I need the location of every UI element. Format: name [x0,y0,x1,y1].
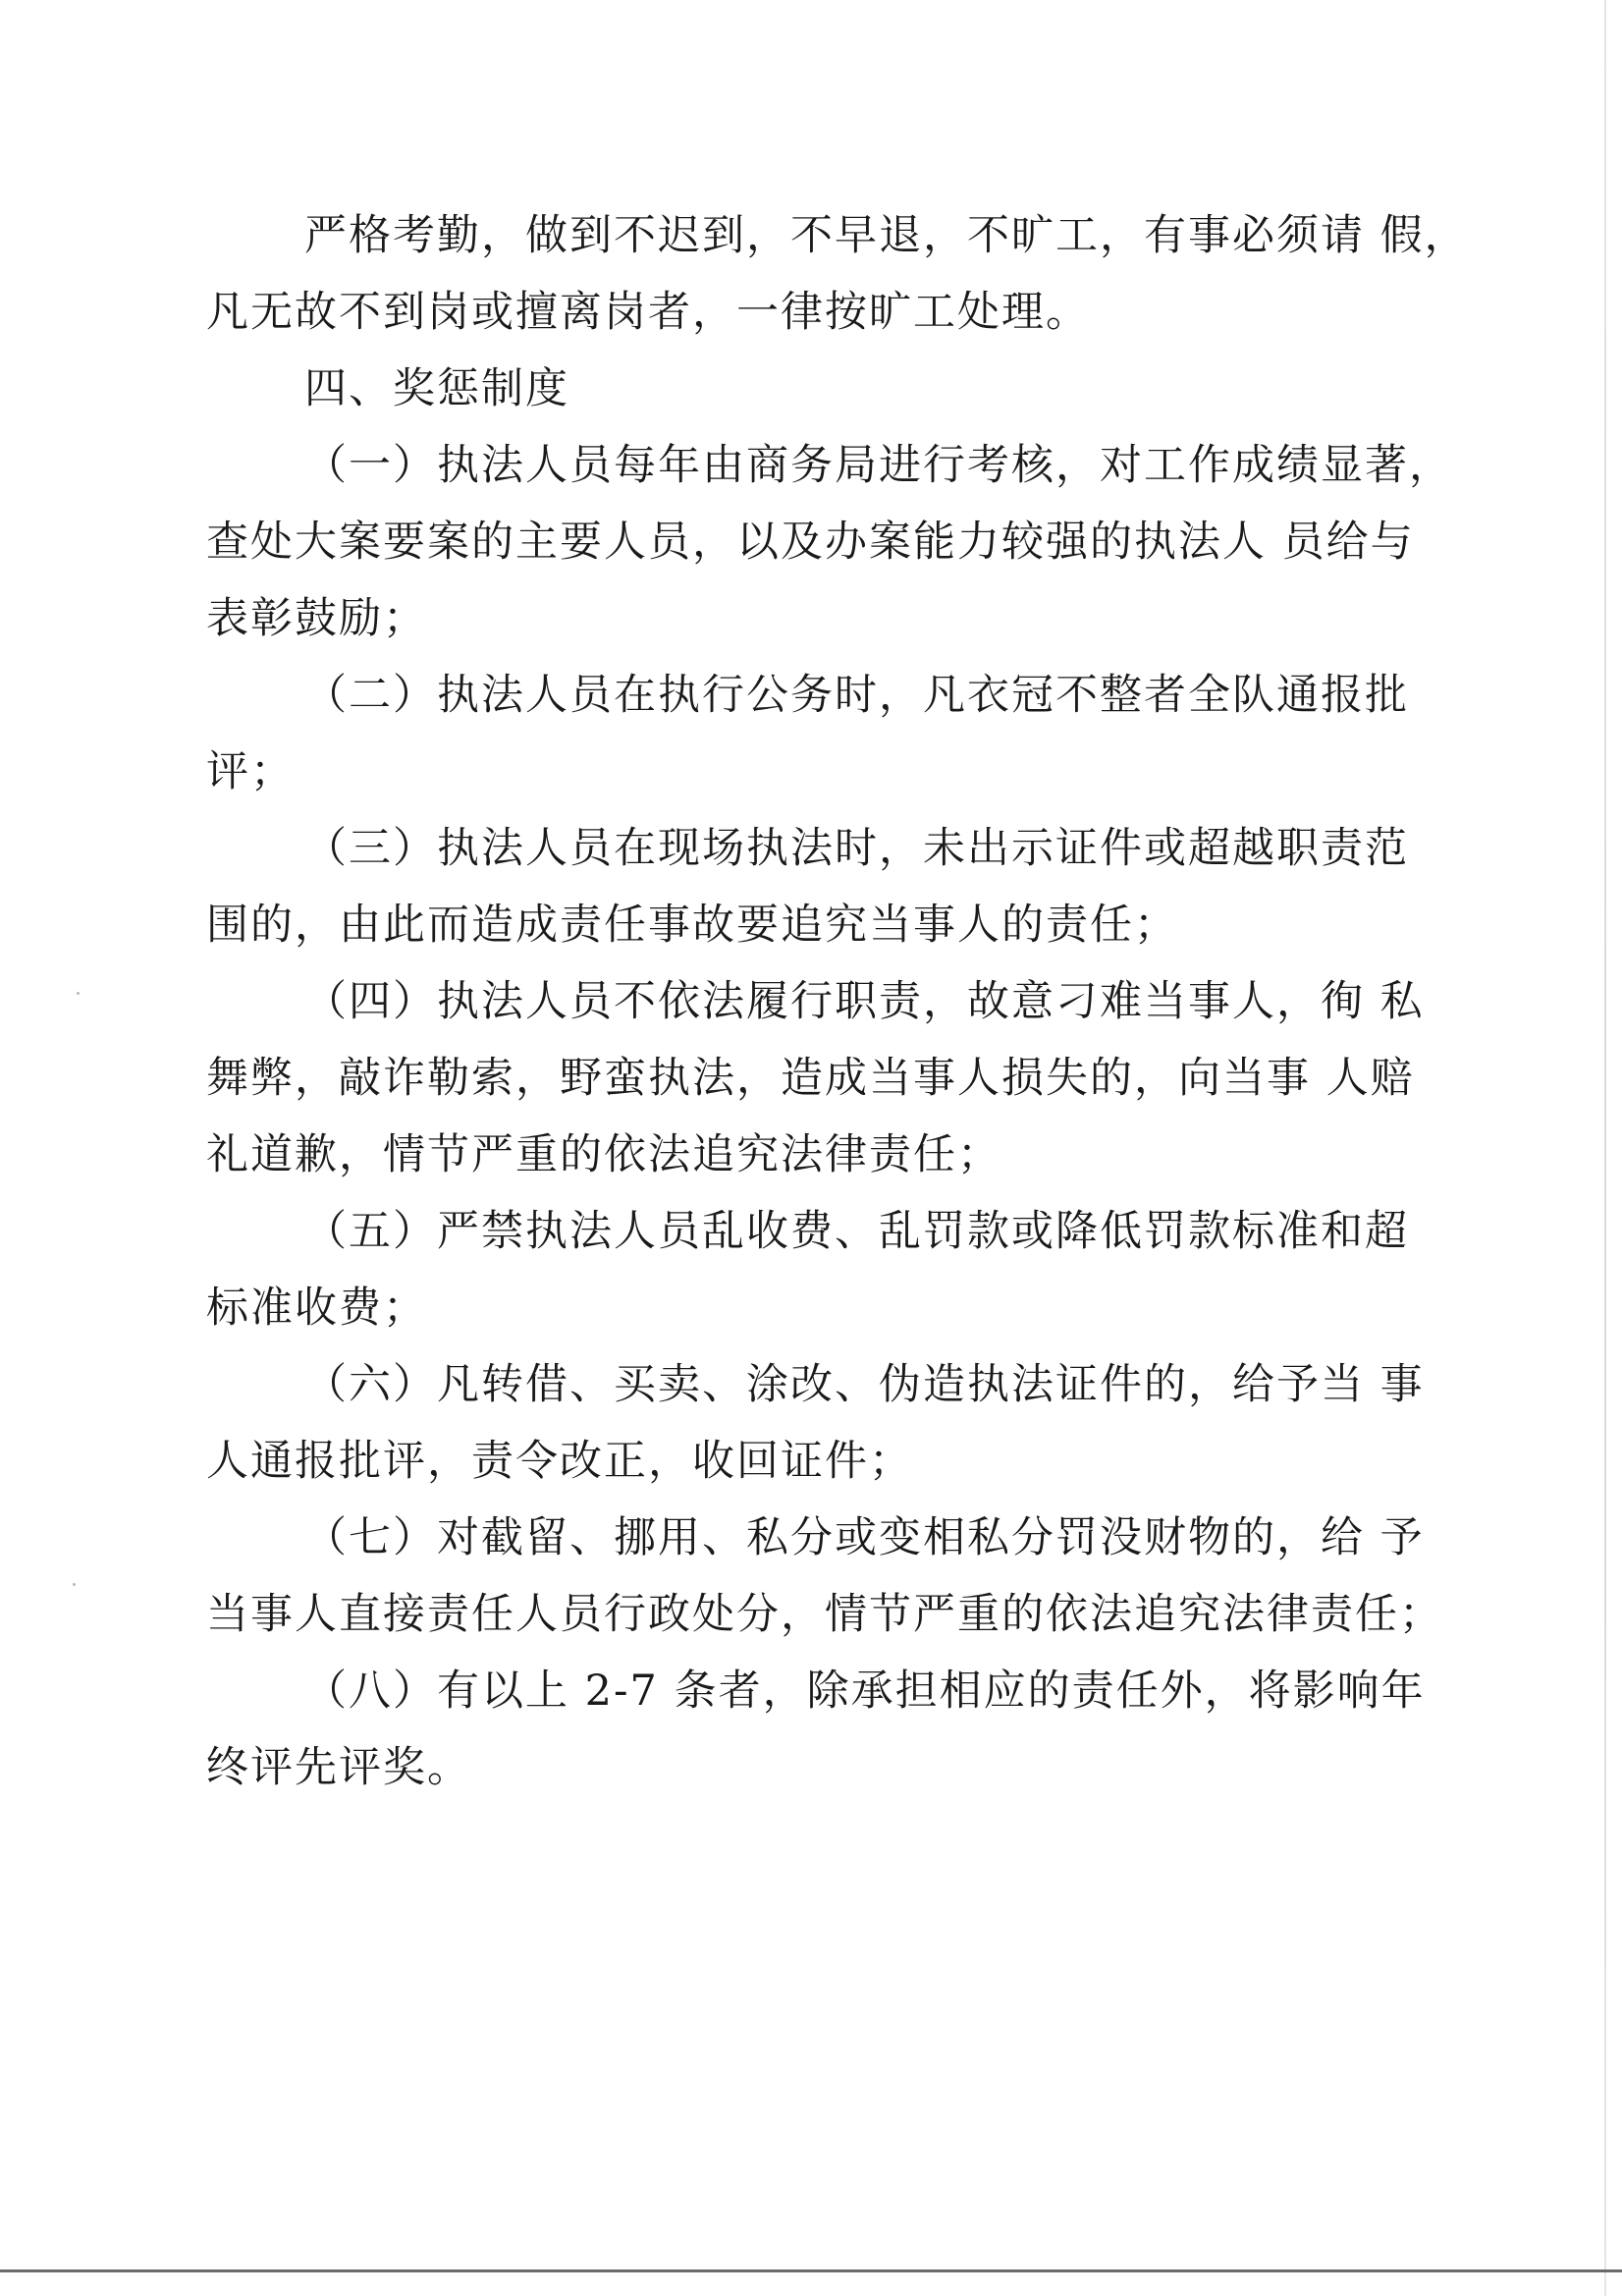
text-line: （六）凡转借、买卖、涂改、伪造执法证件的，给予当 事 [304,1360,1425,1409]
text-line: 围的，由此而造成责任事故要追究当事人的责任； [206,901,1178,950]
text-line: 表彰鼓励； [206,594,427,643]
text-line: 舞弊，敲诈勒索，野蛮执法，造成当事人损失的，向当事 人赔 [206,1054,1415,1103]
section-heading: 四、奖惩制度 [304,364,569,413]
text-line: （七）对截留、挪用、私分或变相私分罚没财物的，给 予 [304,1513,1425,1562]
scan-edge-bottom [0,2269,1622,2272]
text-line: （三）执法人员在现场执法时，未出示证件或超越职责范 [304,824,1409,873]
text-line: 评； [206,747,295,796]
text-line: 严格考勤，做到不迟到，不早退，不旷工，有事必须请 假， [304,211,1469,260]
text-line: 查处大案要案的主要人员，以及办案能力较强的执法人 员给与 [206,518,1415,567]
text-line: （一）执法人员每年由商务局进行考核，对工作成绩显著， [304,441,1453,490]
text-line: （二）执法人员在执行公务时，凡衣冠不整者全队通报批 [304,671,1409,720]
text-line: 标准收费； [206,1284,427,1333]
scan-speck [73,1583,76,1586]
text-line: 当事人直接责任人员行政处分，情节严重的依法追究法律责任； [206,1590,1443,1639]
scan-edge-right [1604,0,1606,2296]
text-line: （八）有以上 2-7 条者，除承担相应的责任外，将影响年 [304,1667,1426,1716]
text-line: （四）执法人员不依法履行职责，故意刁难当事人，徇 私 [304,977,1425,1026]
text-line: 人通报批评，责令改正，收回证件； [206,1437,913,1486]
scan-speck [77,992,80,995]
text-line: 终评先评奖。 [206,1743,471,1792]
text-line: 凡无故不到岗或擅离岗者，一律按旷工处理。 [206,288,1090,337]
text-line: 礼道歉，情节严重的依法追究法律责任； [206,1130,1001,1179]
text-line: （五）严禁执法人员乱收费、乱罚款或降低罚款标准和超 [304,1207,1409,1256]
